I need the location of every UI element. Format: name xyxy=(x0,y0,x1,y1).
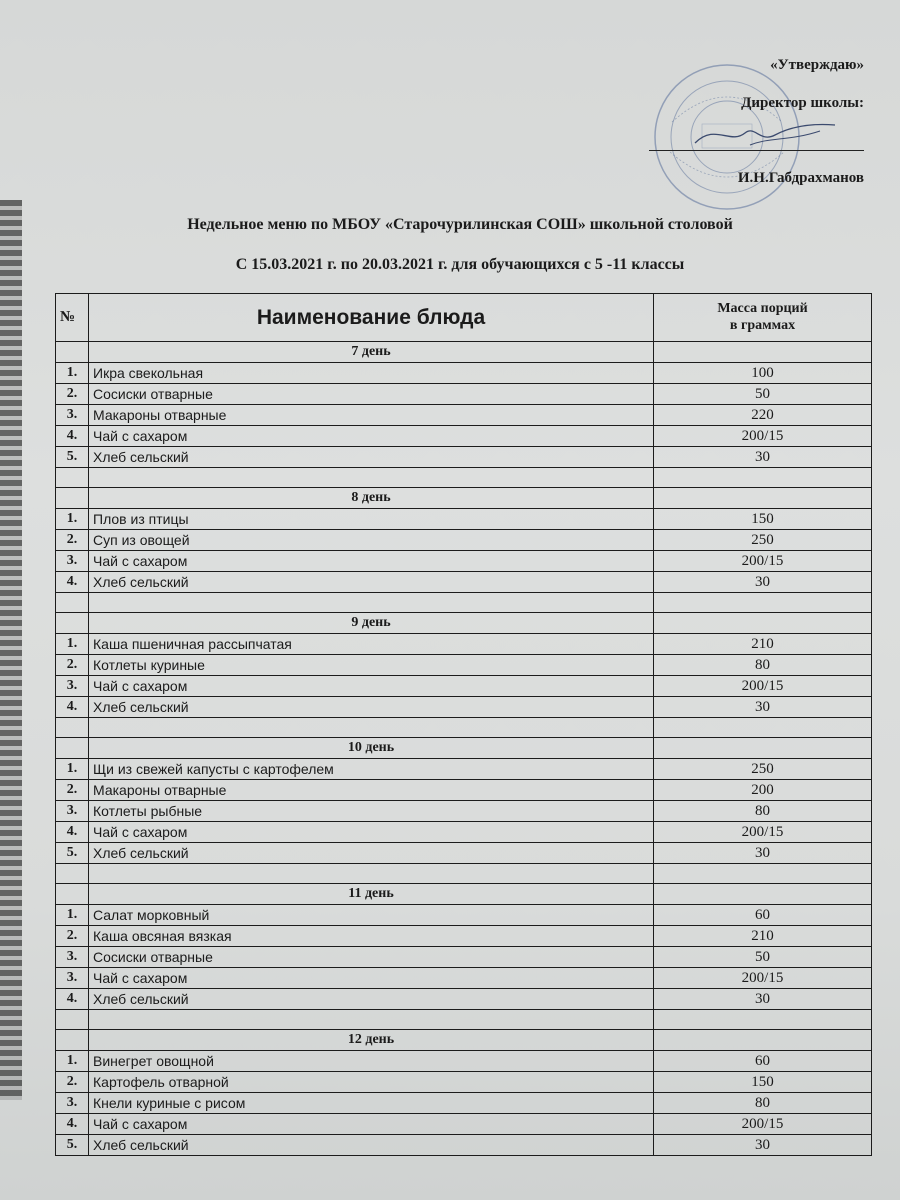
dish-mass: 50 xyxy=(654,947,872,968)
table-row xyxy=(56,1072,872,1093)
spacer-cell xyxy=(56,468,89,488)
table-row xyxy=(56,551,872,572)
dish-number: 3. xyxy=(56,676,89,697)
day-empty-cell xyxy=(654,613,872,634)
table-row xyxy=(56,843,872,864)
dish-name: Салат морковный xyxy=(89,905,654,926)
spacer-cell xyxy=(56,593,89,613)
spacer-row xyxy=(56,864,872,884)
dish-mass: 250 xyxy=(654,530,872,551)
table-row xyxy=(56,926,872,947)
dish-mass: 210 xyxy=(654,634,872,655)
day-header-row xyxy=(56,613,872,634)
table-header-row xyxy=(56,294,872,342)
table-row xyxy=(56,1051,872,1072)
dish-mass: 30 xyxy=(654,989,872,1010)
dish-mass: 200/15 xyxy=(654,426,872,447)
table-row xyxy=(56,968,872,989)
header-mass-line1: Масса порций xyxy=(717,300,808,316)
dish-name: Каша пшеничная рассыпчатая xyxy=(89,634,654,655)
day-header-row xyxy=(56,1030,872,1051)
dish-name: Щи из свежей капусты с картофелем xyxy=(89,759,654,780)
spacer-cell xyxy=(89,864,654,884)
dish-mass: 220 xyxy=(654,405,872,426)
scan-shadow-edge xyxy=(0,200,22,1100)
spacer-cell xyxy=(654,718,872,738)
dish-name: Чай с сахаром xyxy=(89,1114,654,1135)
dish-name: Кнели куриные с рисом xyxy=(89,1093,654,1114)
spacer-cell xyxy=(654,593,872,613)
table-row xyxy=(56,572,872,593)
dish-number: 3. xyxy=(56,1093,89,1114)
day-label: 7 день xyxy=(89,342,654,363)
day-empty-cell xyxy=(56,738,89,759)
table-row xyxy=(56,509,872,530)
dish-number: 4. xyxy=(56,697,89,718)
dish-name: Макароны отварные xyxy=(89,405,654,426)
table-row xyxy=(56,947,872,968)
day-empty-cell xyxy=(56,342,89,363)
signature-line xyxy=(649,150,864,151)
header-portion-mass xyxy=(654,294,872,342)
table-row xyxy=(56,447,872,468)
dish-number: 2. xyxy=(56,1072,89,1093)
dish-number: 1. xyxy=(56,363,89,384)
dish-mass: 200/15 xyxy=(654,822,872,843)
dish-mass: 200/15 xyxy=(654,676,872,697)
table-row xyxy=(56,801,872,822)
dish-number: 1. xyxy=(56,759,89,780)
dish-mass: 80 xyxy=(654,655,872,676)
director-signature xyxy=(690,115,840,155)
dish-name: Суп из овощей xyxy=(89,530,654,551)
table-row xyxy=(56,634,872,655)
table-row xyxy=(56,676,872,697)
header-number: № xyxy=(56,294,89,342)
day-empty-cell xyxy=(56,1030,89,1051)
dish-name: Плов из птицы xyxy=(89,509,654,530)
spacer-cell xyxy=(654,468,872,488)
spacer-cell xyxy=(89,593,654,613)
day-empty-cell xyxy=(654,884,872,905)
day-label: 8 день xyxy=(89,488,654,509)
dish-number: 4. xyxy=(56,989,89,1010)
dish-name: Котлеты куриные xyxy=(89,655,654,676)
table-row xyxy=(56,1135,872,1156)
dish-number: 4. xyxy=(56,572,89,593)
day-label: 11 день xyxy=(89,884,654,905)
dish-number: 4. xyxy=(56,1114,89,1135)
spacer-cell xyxy=(654,864,872,884)
dish-name: Чай с сахаром xyxy=(89,822,654,843)
day-header-row xyxy=(56,738,872,759)
approval-director-name: И.Н.Габдрахманов xyxy=(737,170,864,186)
dish-mass: 150 xyxy=(654,509,872,530)
approval-heading: «Утверждаю» xyxy=(770,57,864,73)
dish-mass: 30 xyxy=(654,697,872,718)
dish-number: 2. xyxy=(56,530,89,551)
dish-name: Хлеб сельский xyxy=(89,1135,654,1156)
dish-mass: 60 xyxy=(654,905,872,926)
spacer-row xyxy=(56,468,872,488)
spacer-row xyxy=(56,593,872,613)
dish-name: Чай с сахаром xyxy=(89,676,654,697)
dish-name: Чай с сахаром xyxy=(89,426,654,447)
table-row xyxy=(56,1114,872,1135)
dish-mass: 30 xyxy=(654,843,872,864)
dish-name: Чай с сахаром xyxy=(89,551,654,572)
day-label: 10 день xyxy=(89,738,654,759)
dish-number: 2. xyxy=(56,655,89,676)
dish-mass: 200/15 xyxy=(654,551,872,572)
header-dish-name: Наименование блюда xyxy=(89,294,654,342)
dish-number: 3. xyxy=(56,551,89,572)
table-row xyxy=(56,822,872,843)
dish-number: 3. xyxy=(56,405,89,426)
dish-name: Каша овсяная вязкая xyxy=(89,926,654,947)
dish-number: 3. xyxy=(56,968,89,989)
spacer-cell xyxy=(654,1010,872,1030)
day-empty-cell xyxy=(654,488,872,509)
dish-number: 2. xyxy=(56,780,89,801)
table-row xyxy=(56,405,872,426)
dish-mass: 200/15 xyxy=(654,968,872,989)
day-empty-cell xyxy=(654,1030,872,1051)
spacer-cell xyxy=(89,718,654,738)
day-header-row xyxy=(56,884,872,905)
table-row xyxy=(56,655,872,676)
dish-name: Сосиски отварные xyxy=(89,947,654,968)
dish-name: Икра свекольная xyxy=(89,363,654,384)
dish-name: Хлеб сельский xyxy=(89,447,654,468)
dish-mass: 250 xyxy=(654,759,872,780)
day-label: 9 день xyxy=(89,613,654,634)
dish-name: Винегрет овощной xyxy=(89,1051,654,1072)
table-row xyxy=(56,530,872,551)
dish-mass: 60 xyxy=(654,1051,872,1072)
dish-number: 5. xyxy=(56,843,89,864)
dish-mass: 200/15 xyxy=(654,1114,872,1135)
dish-name: Хлеб сельский xyxy=(89,989,654,1010)
document-title: Недельное меню по МБОУ «Старочурилинская СОШ» школьной столовой xyxy=(187,216,733,233)
dish-number: 5. xyxy=(56,447,89,468)
spacer-row xyxy=(56,718,872,738)
dish-number: 1. xyxy=(56,634,89,655)
spacer-cell xyxy=(89,468,654,488)
dish-mass: 150 xyxy=(654,1072,872,1093)
dish-name: Сосиски отварные xyxy=(89,384,654,405)
spacer-cell xyxy=(56,1010,89,1030)
dish-mass: 30 xyxy=(654,572,872,593)
dish-name: Чай с сахаром xyxy=(89,968,654,989)
day-empty-cell xyxy=(654,342,872,363)
approval-position: Директор школы: xyxy=(741,95,864,111)
spacer-row xyxy=(56,1010,872,1030)
dish-name: Котлеты рыбные xyxy=(89,801,654,822)
dish-number: 1. xyxy=(56,905,89,926)
spacer-cell xyxy=(89,1010,654,1030)
table-row xyxy=(56,905,872,926)
dish-name: Хлеб сельский xyxy=(89,572,654,593)
spacer-cell xyxy=(56,718,89,738)
dish-number: 2. xyxy=(56,384,89,405)
table-row xyxy=(56,989,872,1010)
dish-number: 3. xyxy=(56,801,89,822)
day-empty-cell xyxy=(654,738,872,759)
dish-number: 4. xyxy=(56,426,89,447)
dish-name: Макароны отварные xyxy=(89,780,654,801)
dish-name: Картофель отварной xyxy=(89,1072,654,1093)
dish-mass: 50 xyxy=(654,384,872,405)
menu-table-body xyxy=(56,294,872,1156)
dish-mass: 30 xyxy=(654,1135,872,1156)
day-empty-cell xyxy=(56,488,89,509)
table-row xyxy=(56,1093,872,1114)
day-empty-cell xyxy=(56,884,89,905)
table-row xyxy=(56,759,872,780)
dish-mass: 100 xyxy=(654,363,872,384)
day-empty-cell xyxy=(56,613,89,634)
spacer-cell xyxy=(56,864,89,884)
dish-mass: 80 xyxy=(654,801,872,822)
menu-table xyxy=(55,293,872,1156)
table-row xyxy=(56,780,872,801)
dish-number: 2. xyxy=(56,926,89,947)
day-header-row xyxy=(56,488,872,509)
dish-number: 5. xyxy=(56,1135,89,1156)
dish-mass: 30 xyxy=(654,447,872,468)
dish-number: 4. xyxy=(56,822,89,843)
document-subtitle: С 15.03.2021 г. по 20.03.2021 г. для обучающихся с 5 -11 классы xyxy=(235,256,685,273)
dish-number: 1. xyxy=(56,1051,89,1072)
dish-mass: 80 xyxy=(654,1093,872,1114)
header-mass-line2: в граммах xyxy=(729,317,796,333)
dish-mass: 200 xyxy=(654,780,872,801)
day-label: 12 день xyxy=(89,1030,654,1051)
dish-name: Хлеб сельский xyxy=(89,697,654,718)
table-row xyxy=(56,426,872,447)
table-row xyxy=(56,697,872,718)
table-row xyxy=(56,363,872,384)
dish-name: Хлеб сельский xyxy=(89,843,654,864)
dish-number: 1. xyxy=(56,509,89,530)
dish-number: 3. xyxy=(56,947,89,968)
table-row xyxy=(56,384,872,405)
day-header-row xyxy=(56,342,872,363)
dish-mass: 210 xyxy=(654,926,872,947)
